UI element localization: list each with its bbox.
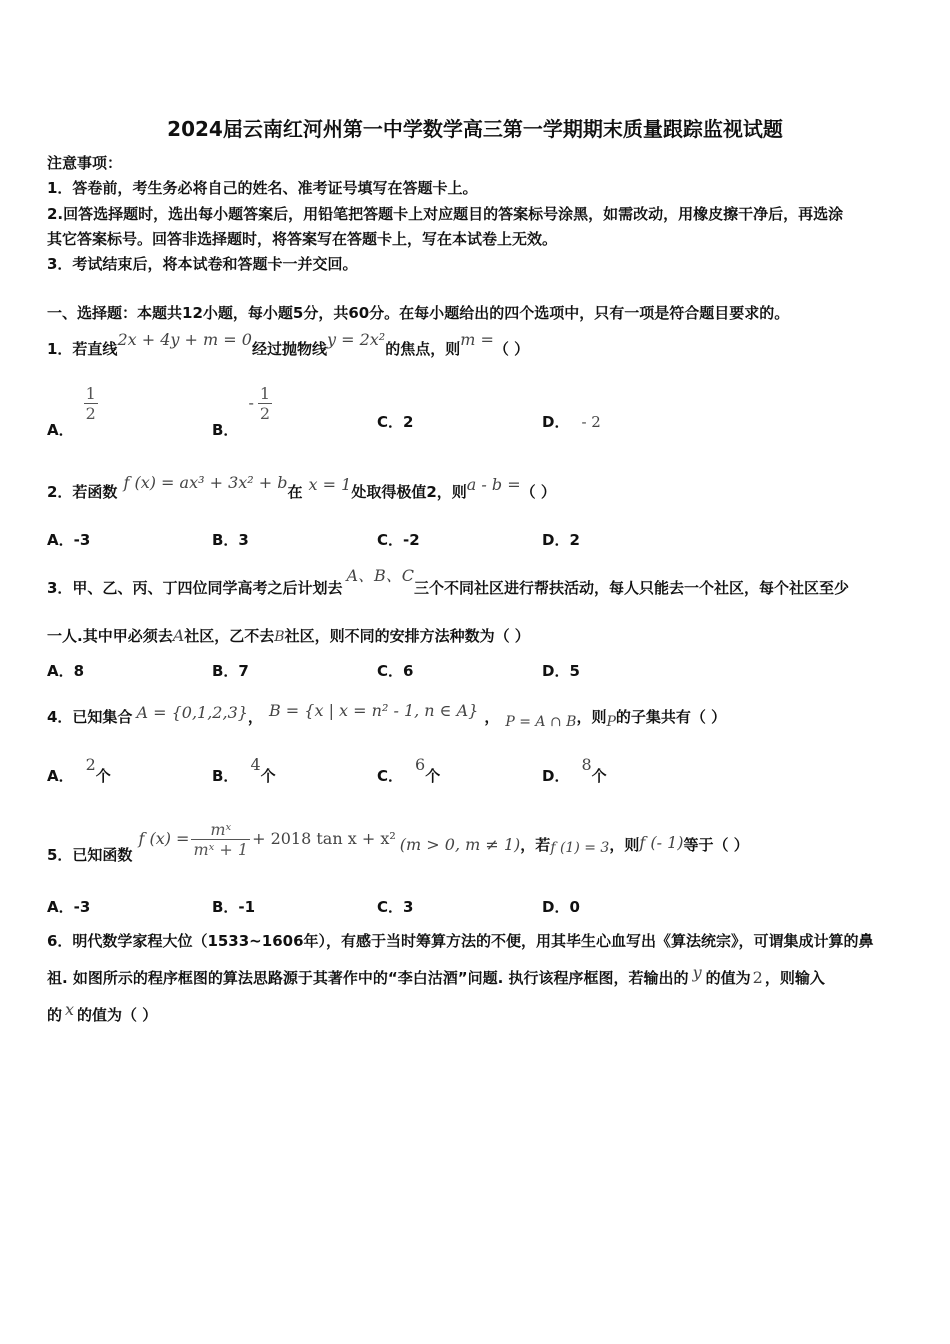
q3-option-d[interactable]: D．5 — [542, 662, 580, 680]
q1-option-b[interactable]: B．- $\frac{1}{2}$ — [212, 384, 271, 439]
notice-item-2a: 2.回答选择题时，选出每小题答案后，用铅笔把答题卡上对应题目的答案标号涂黑，如需改动，用橡皮擦干净后，再选涂 — [47, 205, 844, 223]
q3-option-a[interactable]: A．8 — [47, 662, 85, 680]
section-heading: 一、选择题：本题共12小题，每小题5分，共60分。在每小题给出的四个选项中，只有一项是符合题目要求的。 — [47, 304, 790, 322]
question-3-line-1: 3．甲、乙、丙、丁四位同学高考之后计划去A、B、C三个不同社区进行帮扶活动，每人只能去一个社区，每个社区至少 — [47, 566, 850, 597]
q1-option-a[interactable]: A． $\frac{1}{2}$ — [47, 384, 96, 439]
question-4: 4．已知集合 A = {0,1,2,3}， B = {x | x = n² - 1, n ∈ A} ， P = A ∩ B，则P的子集共有（ ） — [47, 701, 727, 730]
notice-item-3: 3．考试结束后，将本试卷和答题卡一并交回。 — [47, 255, 358, 273]
q5-option-d[interactable]: D．0 — [542, 898, 580, 916]
question-6-line-3: 的 x 的值为（ ） — [47, 1000, 158, 1024]
question-6-line-1: 6．明代数学家程大位（1533~1606年），有感于当时筹算方法的不便，用其毕生心血写出《算法统宗》，可谓集成计算的鼻 — [47, 932, 874, 950]
q2-option-c[interactable]: C．-2 — [377, 531, 420, 549]
q5-option-a[interactable]: A．-3 — [47, 898, 91, 916]
q5-option-c[interactable]: C．3 — [377, 898, 414, 916]
q4-option-b[interactable]: B．4个 — [212, 755, 276, 785]
page-title: 2024届云南红河州第一中学数学高三第一学期期末质量跟踪监视试题 — [167, 117, 783, 141]
q4-option-a[interactable]: A．2个 — [47, 755, 111, 785]
question-6-line-2: 祖. 如图所示的程序框图的算法思路源于其著作中的“李白沽酒”问题. 执行该程序框图，若输出的 y 的值为 2 ，则输入 — [47, 963, 825, 987]
q3-option-c[interactable]: C．6 — [377, 662, 414, 680]
question-5: 5．已知函数f (x) = $\frac{\text{mˣ}}{\text{mˣ + 1}}$ + 2018 tan x + x² (m > 0, m ≠ 1)，若f (1) = 3，则f (- 1)等于（ ） — [47, 820, 749, 864]
notice-item-2b: 其它答案标号。回答非选择题时，将答案写在答题卡上，写在本试卷上无效。 — [47, 230, 558, 248]
notice-item-1: 1．答卷前，考生务必将自己的姓名、准考证号填写在答题卡上。 — [47, 179, 478, 197]
q1-option-c[interactable]: C．2 — [377, 413, 414, 431]
q3-option-b[interactable]: B．7 — [212, 662, 249, 680]
q4-option-c[interactable]: C．6个 — [377, 755, 441, 785]
question-2: 2．若函数 f (x) = ax³ + 3x² + b在 x = 1处取得极值2，则a - b =（ ） — [47, 473, 556, 501]
q2-option-b[interactable]: B．3 — [212, 531, 249, 549]
q2-option-a[interactable]: A．-3 — [47, 531, 91, 549]
q1-option-d[interactable]: D． - 2 — [542, 413, 601, 431]
q2-option-d[interactable]: D．2 — [542, 531, 580, 549]
q4-option-d[interactable]: D．8个 — [542, 755, 607, 785]
question-1: 1．若直线2x + 4y + m = 0经过抛物线y = 2x²的焦点，则m =（ ） — [47, 330, 530, 358]
question-3-line-2: 一人.其中甲必须去A社区，乙不去B社区，则不同的安排方法种数为（ ） — [47, 626, 530, 645]
notice-heading: 注意事项： — [47, 154, 123, 172]
q5-option-b[interactable]: B．-1 — [212, 898, 256, 916]
